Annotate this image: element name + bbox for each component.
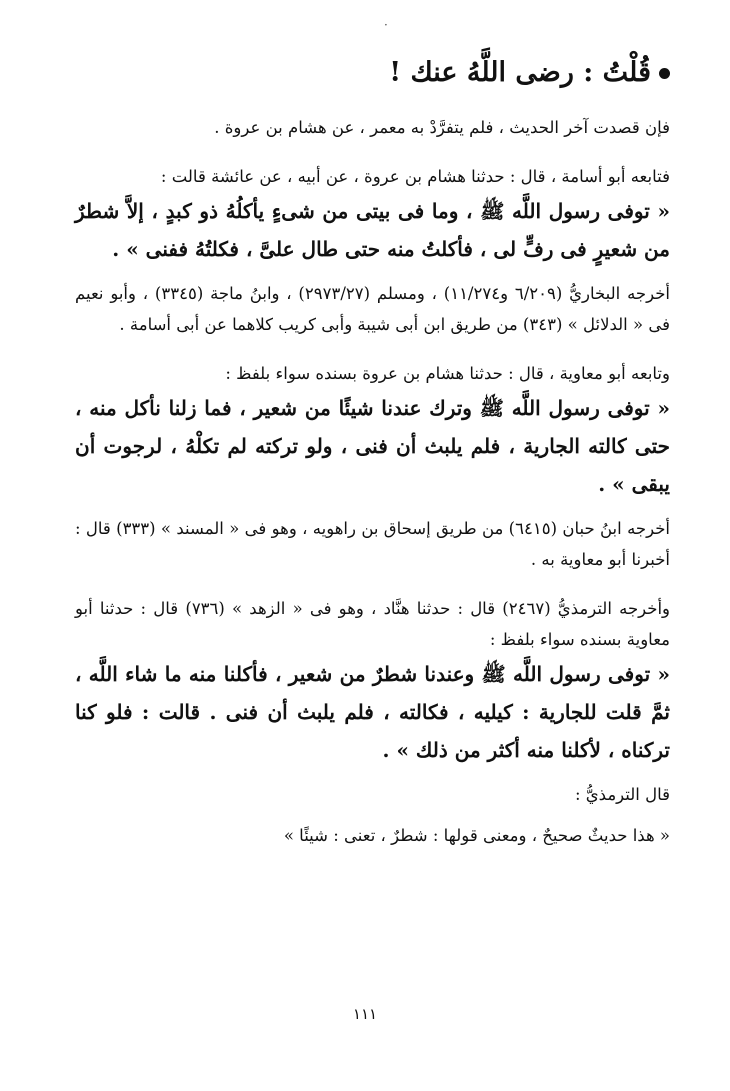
- paragraph-1: فإن قصدت آخر الحديث ، فلم يتفرَّدْ به معمر ، عن هشام بن عروة .: [214, 118, 670, 138]
- page-body: [75, 55, 670, 1055]
- paragraph-6: « هذا حديثٌ صحيحٌ ، ومعنى قولها : شطرٌ ، تعنى : شيئًا »: [283, 826, 670, 846]
- paragraph-3: وتابعه أبو معاوية ، قال : حدثنا هشام بن عروة بسنده سواء بلفظ :: [225, 364, 670, 384]
- speck-mark: ·: [384, 18, 388, 32]
- paragraph-2: فتابعه أبو أسامة ، قال : حدثنا هشام بن عروة ، عن أبيه ، عن عائشة قالت :: [160, 167, 670, 187]
- page-number: ١١١: [352, 1005, 378, 1023]
- bullet-icon: [659, 68, 670, 79]
- paragraph-takhrij-1: أخرجه البخاريُّ (٦/٢٠٩ و١١/٢٧٤) ، ومسلم (٢٩٧٣/٢٧) ، وابنُ ماجة (٣٣٤٥) ، وأبو نعيم فى « الدلائل » (٣٤٣) من طريق ابن أبى شيبة وأبى كريب كلاهما عن أبى أسامة .: [75, 284, 671, 335]
- paragraph-5: قال الترمذيُّ :: [574, 785, 670, 805]
- section-heading: [75, 55, 670, 90]
- hadith-quote-2: « توفى رسول اللَّه ﷺ وترك عندنا شيئًا من شعير ، فما زلنا نأكل منه ، حتى كالته الجارية ، فلم يلبث أن فنى ، ولو تركته لم تكلْهُ ، لرجوت أن يبقى » .: [75, 396, 670, 497]
- paragraph-4: وأخرجه الترمذيُّ (٢٤٦٧) قال : حدثنا هنَّاد ، وهو فى « الزهد » (٧٣٦) قال : حدثنا أبو معاوية بسنده سواء بلفظ :: [75, 599, 671, 650]
- hadith-quote-3: « توفى رسول اللَّه ﷺ وعندنا شطرٌ من شعير ، فأكلنا منه ما شاء اللَّه ، ثمَّ قلت للجارية : كيليه ، فكالته ، فلم يلبث أن فنى . قالت : فلو كنا تركناه ، لأكلنا منه أكثر من ذلك » .: [75, 662, 670, 763]
- hadith-quote-1: « توفى رسول اللَّه ﷺ ، وما فى بيتى من شىءٍ يأكلُهُ ذو كبدٍ ، إلاَّ شطرٌ من شعيرٍ فى رفٍّ لى ، فأكلتُ منه حتى طال علىَّ ، فكلتُهُ ففنى » .: [75, 199, 670, 262]
- heading-text: قُلْتُ : رضى اللَّهُ عنك !: [389, 57, 651, 88]
- paragraph-takhrij-2: أخرجه ابنُ حبان (٦٤١٥) من طريق إسحاق بن راهويه ، وهو فى « المسند » (٣٣٣) قال : أخبرنا أبو معاوية به .: [75, 519, 671, 570]
